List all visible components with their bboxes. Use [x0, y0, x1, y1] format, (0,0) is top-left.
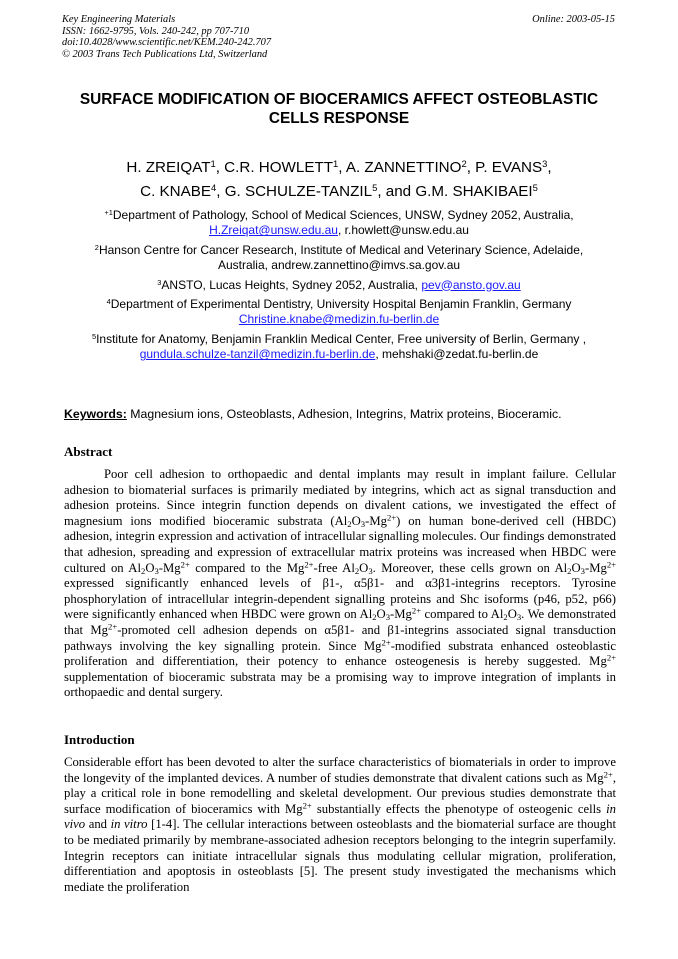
journal-name: Key Engineering Materials — [62, 14, 176, 25]
paper-title — [40, 90, 638, 128]
affiliation-4 — [50, 297, 628, 328]
abstract-paragraph: Poor cell adhesion to orthopaedic and dental implants may result in implant failure. Cellular adhesion to biomaterial surfaces is primarily mediated by integrins, which act as signal transduction and adhesion proteins. Since integrin function depends on divalent cations, we investigated the effect of magnesium ions modified bioceramic substrata $(Al_2O_3-Mg^{2+})$ on human bone-derived cell (HBDC) adhesion, integrin expression and activation of intracellular signalling molecules. Our findings demonstrated that adhesion, spreading and expression of extracellular matrix proteins was increased when HBDC were cultured on $Al_2O_3-Mg^{2+}$ compared to the $Mg^{2+}$-free $Al_2O_3$. Moreover, these cells grown on $Al_2O_3-Mg^{2+}$ expressed significantly enhanced levels of β1-, α5β1- and α3β1-integrins receptors. Tyrosine phosphorylation of intracellular integrin-dependent signalling proteins and Shc isoforms (p46, p52, p66) were significantly enhanced when HBDC were grown on $Al_2O_3-Mg^{2+}$ compared to $Al_2O_3$. We demonstrated that $Mg^{2+}$-promoted cell adhesion depends on α5β1- and β1-integrins associated signal transduction pathways involving the key signalling protein. Since $Mg^{2+}$-modified substrata enhanced osteoblastic proliferation and differentiation, their potency to enhance osteogenesis is hereby suggested. $Mg^{2+}$ supplementation of bioceramic substrata may be a promising way to improve integration of implants in orthopaedic and dental surgery. — [64, 467, 617, 700]
journal-header — [62, 14, 271, 72]
author-affil-mark: 3 — [542, 157, 548, 169]
author-name: H. ZREIQAT — [126, 159, 211, 176]
introduction-heading: Introduction — [64, 732, 135, 747]
affil-email-text: , mehshaki@zedat.fu-berlin.de — [375, 347, 539, 362]
author-name: G. SCHULZE-TANZIL — [224, 183, 373, 200]
author-affil-mark: 5 — [372, 181, 378, 193]
abstract-heading: Abstract — [64, 444, 113, 459]
email-link[interactable]: gundula.schulze-tanzil@medizin.fu-berlin.de — [139, 347, 376, 362]
author-affil-mark: 1 — [210, 157, 216, 169]
title-line-1: SURFACE MODIFICATION OF BIOCERAMICS AFFECT OSTEOBLASTIC — [79, 91, 599, 108]
affiliation-1 — [50, 208, 628, 239]
author-affil-mark: 2 — [461, 157, 467, 169]
author-sep: , and — [377, 183, 416, 200]
affil-text: Hanson Centre for Cancer Research, Institute of Medical and Veterinary Science, Adelaide, — [98, 242, 584, 257]
author-name: C.R. HOWLETT — [224, 159, 334, 176]
online-date: Online: 2003-05-15 — [532, 14, 615, 25]
email-link[interactable]: pev@ansto.gov.au — [421, 277, 521, 292]
author-name: P. EVANS — [475, 159, 543, 176]
author-name: A. ZANNETTINO — [345, 159, 462, 176]
affiliation-2 — [50, 243, 628, 274]
author-list — [40, 156, 638, 204]
author-sep: , — [547, 159, 552, 176]
author-sep: , — [338, 159, 346, 176]
author-sep: , — [215, 159, 225, 176]
affil-mark: 4 — [106, 296, 111, 306]
affil-mark: 3 — [157, 277, 162, 287]
author-affil-mark: 4 — [211, 181, 217, 193]
affil-email-text: , r.howlett@unsw.edu.au — [337, 223, 469, 238]
affiliation-3 — [50, 278, 628, 293]
author-affil-mark: 1 — [333, 157, 339, 169]
copyright-line: © 2003 Trans Tech Publications Ltd, Switzerland — [62, 48, 268, 60]
author-sep: , — [466, 159, 476, 176]
keywords-text: Magnesium ions, Osteoblasts, Adhesion, Integrins, Matrix proteins, Bioceramic. — [126, 407, 562, 421]
affil-mark: +1 — [104, 207, 113, 217]
affil-text: Institute for Anatomy, Benjamin Franklin Medical Center, Free university of Berlin, Germany , — [96, 331, 587, 346]
issn-line: ISSN: 1662-9795, Vols. 240-242, pp 707-710 — [62, 25, 250, 37]
affil-mark: 2 — [94, 242, 99, 252]
author-sep: , — [216, 183, 225, 200]
affil-text: ANSTO, Lucas Heights, Sydney 2052, Australia, — [161, 277, 422, 292]
faded-watermark-line — [62, 60, 271, 72]
introduction-paragraph: Considerable effort has been devoted to alter the surface characteristics of biomaterials in order to improve the longevity of the implanted devices. A number of studies demonstrate that divalent cations such as $Mg^{2+}$, play a critical role in bone remodelling and skeletal development. Our previous studies demonstrate that surface modification of bioceramics with $Mg^{2+}$ substantially effects the phenotype of osteogenic cells in vivo and in vitro [1-4]. The cellular interactions between osteoblasts and the biomaterial surface are thought to be mediated primarily by membrane-associated adhesion receptors belonging to the integrin superfamily. Integrin receptors can initiate intracellular signals thus modulating cellular migration, proliferation, differentiation and apoptosis in osteoblasts [5]. The present study investigated the mechanisms which mediate the proliferation — [64, 755, 616, 894]
affil-mark: 5 — [91, 331, 97, 341]
author-name: C. KNABE — [140, 183, 212, 200]
title-line-2: CELLS RESPONSE — [268, 110, 410, 127]
author-name: G.M. SHAKIBAEI — [415, 183, 533, 200]
keywords-label: Keywords: — [64, 407, 127, 421]
doi-line: doi:10.4028/www.scientific.net/KEM.240-242.707 — [62, 37, 272, 49]
affil-text: Department of Pathology, School of Medical Sciences, UNSW, Sydney 2052, Australia, — [112, 208, 574, 222]
affiliation-5 — [50, 332, 628, 363]
email-link[interactable]: Christine.knabe@medizin.fu-berlin.de — [238, 312, 440, 327]
author-affil-mark: 5 — [532, 181, 538, 193]
keywords — [64, 407, 618, 421]
affiliations — [50, 208, 628, 367]
affil-text: Australia, andrew.zannettino@imvs.sa.gov.au — [217, 258, 461, 273]
affil-text: Department of Experimental Dentistry, University Hospital Benjamin Franklin, Germany — [110, 297, 572, 312]
email-link[interactable]: H.Zreiqat@unsw.edu.au — [209, 223, 338, 238]
